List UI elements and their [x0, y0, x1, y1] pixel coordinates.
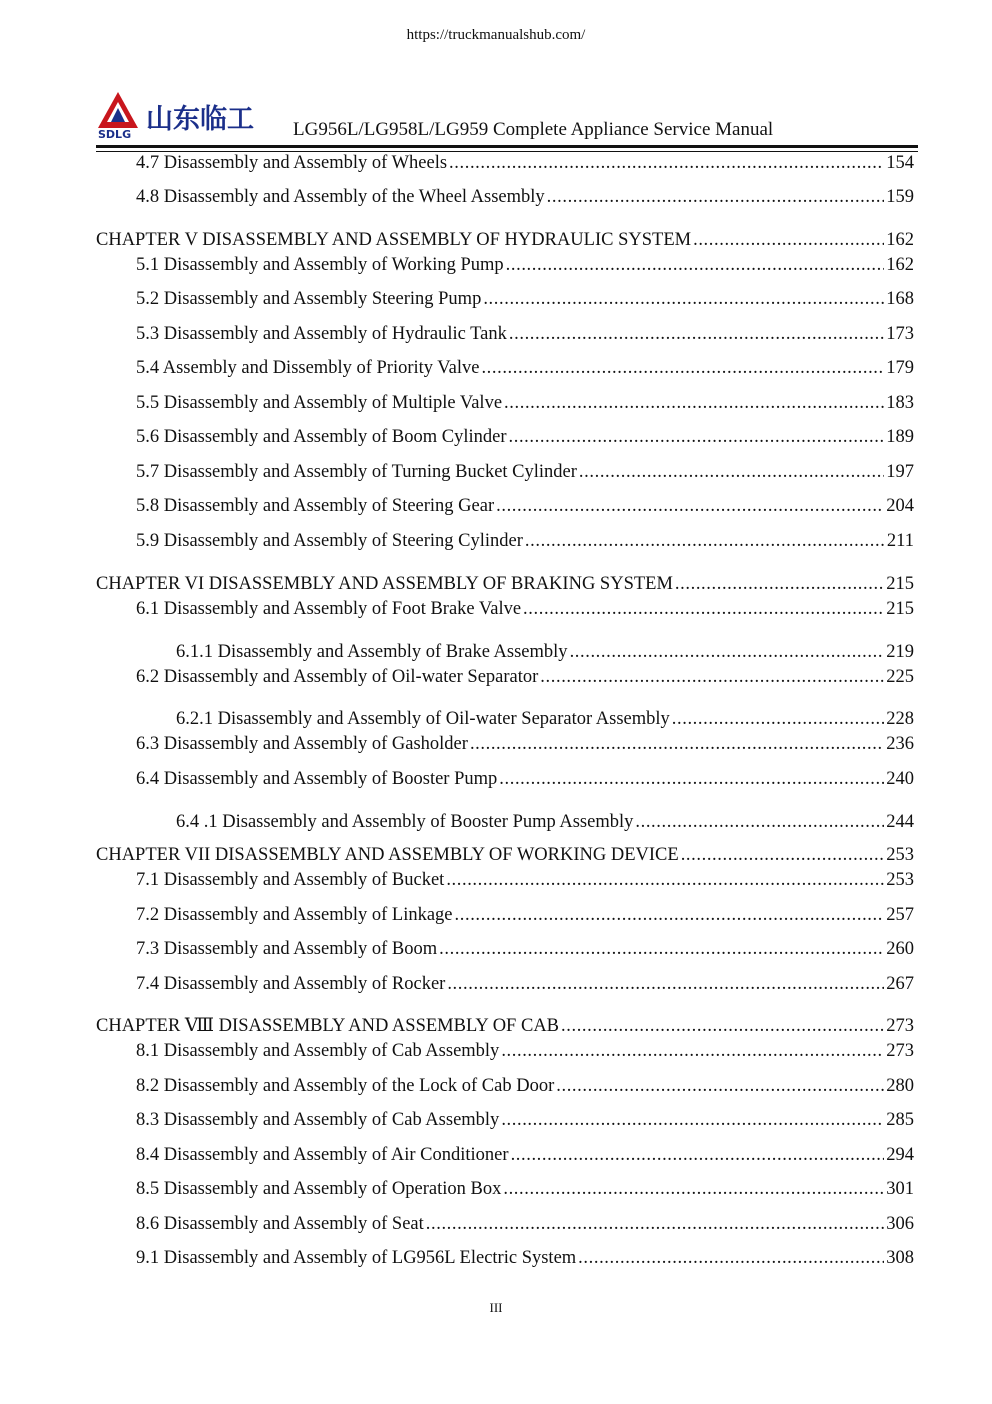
toc-entry-title: CHAPTER VI DISASSEMBLY AND ASSEMBLY OF BRAKING SYSTEM	[96, 574, 673, 594]
toc-entry-title: 7.2 Disassembly and Assembly of Linkage	[136, 905, 453, 925]
toc-entry-page: 211	[886, 531, 914, 551]
logo-sub-text: SDLG	[98, 128, 132, 140]
page-header	[96, 90, 918, 150]
toc-entry-page: 215	[886, 574, 914, 594]
toc-entry-page: 162	[886, 255, 914, 275]
toc-entry-title: 8.3 Disassembly and Assembly of Cab Assembly	[136, 1110, 500, 1130]
toc-dot-leader	[499, 768, 884, 790]
toc-dot-leader	[455, 904, 885, 926]
manual-title: LG956L/LG958L/LG959 Complete Appliance Service Manual	[293, 119, 774, 140]
toc-entry-page: 267	[886, 974, 914, 994]
toc-dot-leader	[509, 323, 884, 345]
toc-entry-title: 6.3 Disassembly and Assembly of Gasholder	[136, 734, 468, 754]
toc-entry-title: 5.3 Disassembly and Assembly of Hydraulic Tank	[136, 324, 507, 344]
toc-dot-leader	[540, 666, 884, 688]
toc-dot-leader	[681, 844, 885, 866]
toc-entry[interactable]	[136, 1144, 914, 1166]
toc-dot-leader	[503, 1178, 884, 1200]
toc-dot-leader	[509, 426, 885, 448]
toc-entry-page: 154	[886, 153, 914, 173]
toc-entry[interactable]	[136, 495, 914, 517]
toc-entry-title: 4.8 Disassembly and Assembly of the Wheel Assembly	[136, 187, 545, 207]
toc-dot-leader	[635, 811, 884, 833]
toc-dot-leader	[470, 733, 884, 755]
toc-chapter-entry[interactable]	[96, 229, 914, 251]
toc-dot-leader	[446, 869, 884, 891]
toc-entry[interactable]	[136, 1178, 914, 1200]
toc-entry[interactable]	[136, 254, 914, 276]
toc-entry-title: 5.7 Disassembly and Assembly of Turning Bucket Cylinder	[136, 462, 577, 482]
toc-entry[interactable]	[136, 392, 914, 414]
toc-entry-title: 9.1 Disassembly and Assembly of LG956L Electric System	[136, 1248, 577, 1268]
toc-entry-page: 280	[886, 1076, 914, 1096]
toc-entry[interactable]	[136, 1040, 914, 1062]
toc-entry[interactable]	[136, 426, 914, 448]
toc-entry-page: 244	[886, 812, 914, 832]
toc-chapter-entry[interactable]	[96, 844, 914, 866]
toc-entry-page: 260	[886, 939, 914, 959]
toc-entry-title: 8.1 Disassembly and Assembly of Cab Assembly	[136, 1041, 500, 1061]
toc-entry-title: 7.3 Disassembly and Assembly of Boom	[136, 939, 438, 959]
toc-entry-title: 5.9 Disassembly and Assembly of Steering Cylinder	[136, 531, 523, 551]
toc-entry[interactable]	[176, 641, 914, 663]
toc-chapter-entry[interactable]	[96, 1015, 914, 1037]
footer-page-number: III	[489, 1300, 503, 1315]
toc-entry-page: 301	[886, 1179, 914, 1199]
toc-entry-page: 197	[886, 462, 914, 482]
toc-entry[interactable]	[136, 323, 914, 345]
toc-dot-leader	[501, 1040, 884, 1062]
toc-entry-title: 5.2 Disassembly and Assembly Steering Pump	[136, 289, 482, 309]
toc-entry-page: 204	[886, 496, 914, 516]
toc-entry-page: 253	[886, 845, 914, 865]
sdlg-logo	[96, 90, 272, 140]
toc-entry-page: 173	[886, 324, 914, 344]
toc-entry[interactable]	[136, 938, 914, 960]
toc-entry[interactable]	[136, 1247, 914, 1269]
toc-entry-page: 179	[886, 358, 914, 378]
toc-dot-leader	[579, 461, 884, 483]
toc-entry-title: 6.4 .1 Disassembly and Assembly of Booster Pump Assembly	[176, 812, 634, 832]
toc-entry-title: 8.4 Disassembly and Assembly of Air Conditioner	[136, 1145, 509, 1165]
toc-entry-title: 4.7 Disassembly and Assembly of Wheels	[136, 153, 448, 173]
toc-entry-title: 6.1 Disassembly and Assembly of Foot Brake Valve	[136, 599, 522, 619]
toc-dot-leader	[481, 357, 884, 379]
toc-dot-leader	[439, 938, 884, 960]
toc-entry-page: 257	[886, 905, 914, 925]
toc-dot-leader	[506, 254, 885, 276]
toc-entry-title: 5.8 Disassembly and Assembly of Steering Gear	[136, 496, 495, 516]
toc-entry[interactable]	[136, 288, 914, 310]
toc-entry[interactable]	[136, 768, 914, 790]
toc-entry-title: 5.6 Disassembly and Assembly of Boom Cylinder	[136, 427, 507, 447]
toc-dot-leader	[483, 288, 884, 310]
toc-entry[interactable]	[176, 811, 914, 833]
toc-entry[interactable]	[136, 530, 914, 552]
toc-entry-page: 215	[886, 599, 914, 619]
toc-entry-title: 6.2.1 Disassembly and Assembly of Oil-water Separator Assembly	[176, 709, 670, 729]
toc-entry-title: CHAPTER VII DISASSEMBLY AND ASSEMBLY OF WORKING DEVICE	[96, 845, 679, 865]
toc-entry-page: 273	[886, 1016, 914, 1036]
toc-entry-page: 168	[886, 289, 914, 309]
page-url: https://truckmanualshub.com/	[406, 27, 586, 43]
toc-entry-title: CHAPTER V DISASSEMBLY AND ASSEMBLY OF HYDRAULIC SYSTEM	[96, 230, 692, 250]
toc-dot-leader	[693, 229, 884, 251]
toc-dot-leader	[511, 1144, 885, 1166]
toc-entry-page: 273	[886, 1041, 914, 1061]
toc-entry[interactable]	[136, 598, 914, 620]
logo-main-text: 山东临工	[146, 104, 254, 135]
toc-dot-leader	[556, 1075, 884, 1097]
toc-dot-leader	[447, 973, 884, 995]
toc-chapter-entry[interactable]	[96, 573, 914, 595]
toc-entry-page: 240	[886, 769, 914, 789]
toc-entry-page: 236	[886, 734, 914, 754]
toc-entry[interactable]	[136, 152, 914, 174]
toc-entry-title: 7.1 Disassembly and Assembly of Bucket	[136, 870, 445, 890]
toc-entry-title: 5.4 Assembly and Dissembly of Priority Valve	[136, 358, 480, 378]
toc-dot-leader	[426, 1213, 884, 1235]
toc-entry-page: 225	[886, 667, 914, 687]
toc-entry-page: 285	[886, 1110, 914, 1130]
toc-dot-leader	[672, 708, 884, 730]
toc-entry-title: CHAPTER Ⅷ DISASSEMBLY AND ASSEMBLY OF CAB	[96, 1016, 560, 1036]
toc-entry-page: 228	[886, 709, 914, 729]
toc-entry-page: 219	[886, 642, 914, 662]
toc-entry-title: 6.2 Disassembly and Assembly of Oil-water Separator	[136, 667, 539, 687]
toc-entry-title: 6.1.1 Disassembly and Assembly of Brake Assembly	[176, 642, 568, 662]
toc-entry-title: 7.4 Disassembly and Assembly of Rocker	[136, 974, 446, 994]
toc-dot-leader	[675, 573, 884, 595]
toc-entry[interactable]	[136, 1213, 914, 1235]
toc-entry-title: 6.4 Disassembly and Assembly of Booster Pump	[136, 769, 498, 789]
toc-entry-page: 308	[886, 1248, 914, 1268]
toc-dot-leader	[449, 152, 884, 174]
toc-dot-leader	[578, 1247, 884, 1269]
toc-entry-title: 5.5 Disassembly and Assembly of Multiple Valve	[136, 393, 503, 413]
toc-dot-leader	[570, 641, 885, 663]
toc-entry[interactable]	[136, 1109, 914, 1131]
toc-entry[interactable]	[136, 666, 914, 688]
toc-dot-leader	[496, 495, 884, 517]
toc-entry-title: 8.5 Disassembly and Assembly of Operation Box	[136, 1179, 502, 1199]
toc-entry[interactable]	[136, 904, 914, 926]
toc-entry[interactable]	[136, 1075, 914, 1097]
toc-entry[interactable]	[136, 869, 914, 891]
toc-dot-leader	[547, 186, 885, 208]
toc-entry-page: 159	[886, 187, 914, 207]
toc-dot-leader	[561, 1015, 884, 1037]
toc-dot-leader	[501, 1109, 884, 1131]
toc-entry-title: 5.1 Disassembly and Assembly of Working Pump	[136, 255, 504, 275]
toc-entry[interactable]	[136, 461, 914, 483]
toc-entry[interactable]	[136, 186, 914, 208]
toc-entry-page: 183	[886, 393, 914, 413]
header-rule-thick	[96, 145, 918, 148]
toc-entry-page: 306	[886, 1214, 914, 1234]
toc-entry-title: 8.6 Disassembly and Assembly of Seat	[136, 1214, 424, 1234]
toc-entry-page: 189	[886, 427, 914, 447]
toc-dot-leader	[523, 598, 884, 620]
toc-entry[interactable]	[136, 357, 914, 379]
toc-entry-page: 294	[886, 1145, 914, 1165]
toc-dot-leader	[525, 530, 885, 552]
toc-entry-page: 253	[886, 870, 914, 890]
toc-entry[interactable]	[136, 733, 914, 755]
toc-entry-page: 162	[886, 230, 914, 250]
toc-dot-leader	[504, 392, 884, 414]
toc-entry-title: 8.2 Disassembly and Assembly of the Lock of Cab Door	[136, 1076, 555, 1096]
toc-entry[interactable]	[136, 973, 914, 995]
toc-entry[interactable]	[176, 708, 914, 730]
